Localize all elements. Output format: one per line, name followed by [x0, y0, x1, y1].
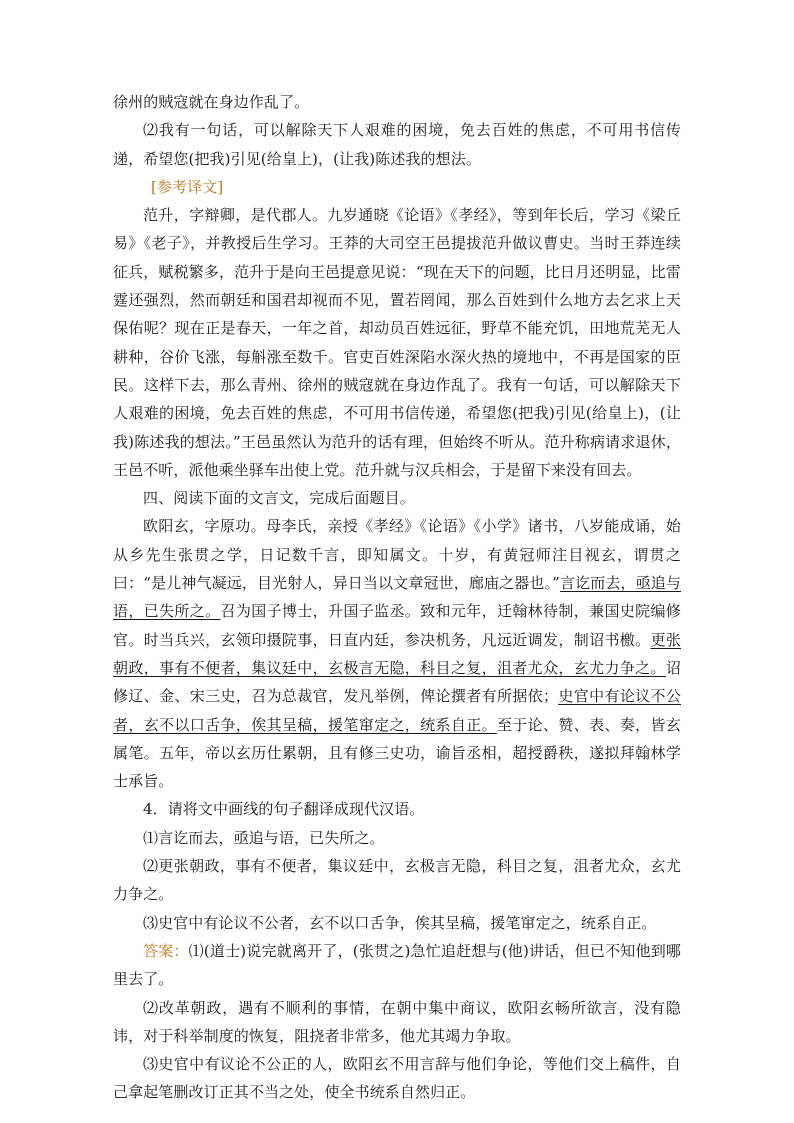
question-item-2: ⑵更张朝政，事有不便者，集议廷中，玄极言无隐，科目之复，沮者尤众，玄尤力争之。 — [113, 857, 681, 904]
reference-body: 范升，字辩卿，是代郡人。九岁通晓《论语》《孝经》，等到年长后，学习《梁丘易》《老子》，并教授后生学习。王莽的大司空王邑提拔范升做议曹史。当时王莽连续征兵，赋税繁多，范升于是向王邑提意见说：“现在天下的问题，比日月还明显，比雷霆还强烈，然而朝廷和国君却视而不见，置若罔闻，那么百姓到什么地方去乞求上天保佑呢？现在正是春天，一年之首，却动员百姓远征，野草不能充饥，田地荒芜无人耕种，谷价飞涨，每斛涨至数千。官吏百姓深陷水深火热的境地中，不再是国家的臣民。这样下去，那么青州、徐州的贼寇就在身边作乱了。我有一句话，可以解除天下人艰难的困境，免去百姓的焦虑，不可用书信传递，希望您(把我)引见(给皇上)，(让我)陈述我的想法。”王邑虽然认为范升的话有理，但始终不听从。范升称病请求退休，王邑不听，派他乘坐驿车出使上党。范升就与汉兵相会，于是留下来没有回去。 — [113, 206, 681, 479]
underlined-sentence-2: 更张朝政，事有不便者，集议廷中，玄极言无隐，科目之复，沮者尤众，玄尤力争之。 — [113, 630, 681, 677]
answer-label: 答案： — [143, 941, 189, 960]
document-page — [113, 88, 681, 1107]
passage-text-1: 欧阳玄，字原功。母李氏，亲授《孝经》《论语》《小学》诸书，八岁能成诵，始从乡先生张贯之学，日记数千言，即知属文。十岁，有黄冠师注目视玄，谓贯之曰：“是儿神气凝远，目光射人，异日当以文章冠世，廊庙之器也。” — [113, 517, 681, 593]
section-heading: 四、阅读下面的文言文，完成后面题目。 — [143, 489, 415, 508]
passage-text-4: 至于论、赞、表、奏，皆玄属笔。五年，帝以玄历仕累朝，且有修三史功，谕旨丞相，超授爵秩，遂拟拜翰林学士承旨。 — [113, 715, 681, 791]
answer-text-1: ⑴(道士)说完就离开了，(张贯之)急忙追赶想与(他)讲话，但已不知他到哪里去了。 — [113, 941, 681, 989]
question-item-1: ⑴言讫而去，亟追与语，已失所之。 — [143, 828, 385, 847]
passage-text-2: 召为国子博士，升国子监丞。致和元年，迁翰林待制，兼国史院编修官。时当兵兴，玄领印摄院事，日直内廷，参决机务，凡远近调发，制诏书檄。 — [113, 602, 681, 649]
answer-2: ⑵改革朝政，遇有不顺利的事情，在朝中集中商议，欧阳玄畅所欲言，没有隐讳，对于科举制度的恢复，阻挠者非常多，他尤其竭力争取。 — [113, 998, 681, 1045]
reference-heading: [参考译文] — [151, 177, 224, 196]
answer-1 — [113, 937, 681, 994]
passage-text-3: 诏修辽、金、宋三史，召为总裁官，发凡举例，俾论撰者有所据依； — [113, 658, 681, 706]
underlined-sentence-1: 言讫而去，亟追与语，已失所之。 — [113, 574, 681, 621]
prev-tail: 徐州的贼寇就在身边作乱了。 — [113, 93, 310, 111]
question-item-3: ⑶史官中有论议不公者，玄不以口舌争，俟其呈稿，援笔窜定之，统系自正。 — [143, 913, 657, 932]
passage — [113, 512, 681, 795]
underlined-sentence-3: 史官中有论议不公者，玄不以口舌争，俟其呈稿，援笔窜定之，统系自正。 — [113, 687, 681, 734]
question-stem: 4．请将文中画线的句子翻译成现代汉语。 — [143, 800, 425, 819]
answer-3: ⑶史官中有议论不公正的人，欧阳玄不用言辞与他们争论，等他们交上稿件，自己拿起笔删改订正其不当之处，使全书统系自然归正。 — [113, 1055, 681, 1102]
prev-item-2: ⑵我有一句话，可以解除天下人艰难的困境，免去百姓的焦虑，不可用书信传递，希望您(把我)引见(给皇上)，(让我)陈述我的想法。 — [113, 121, 681, 168]
